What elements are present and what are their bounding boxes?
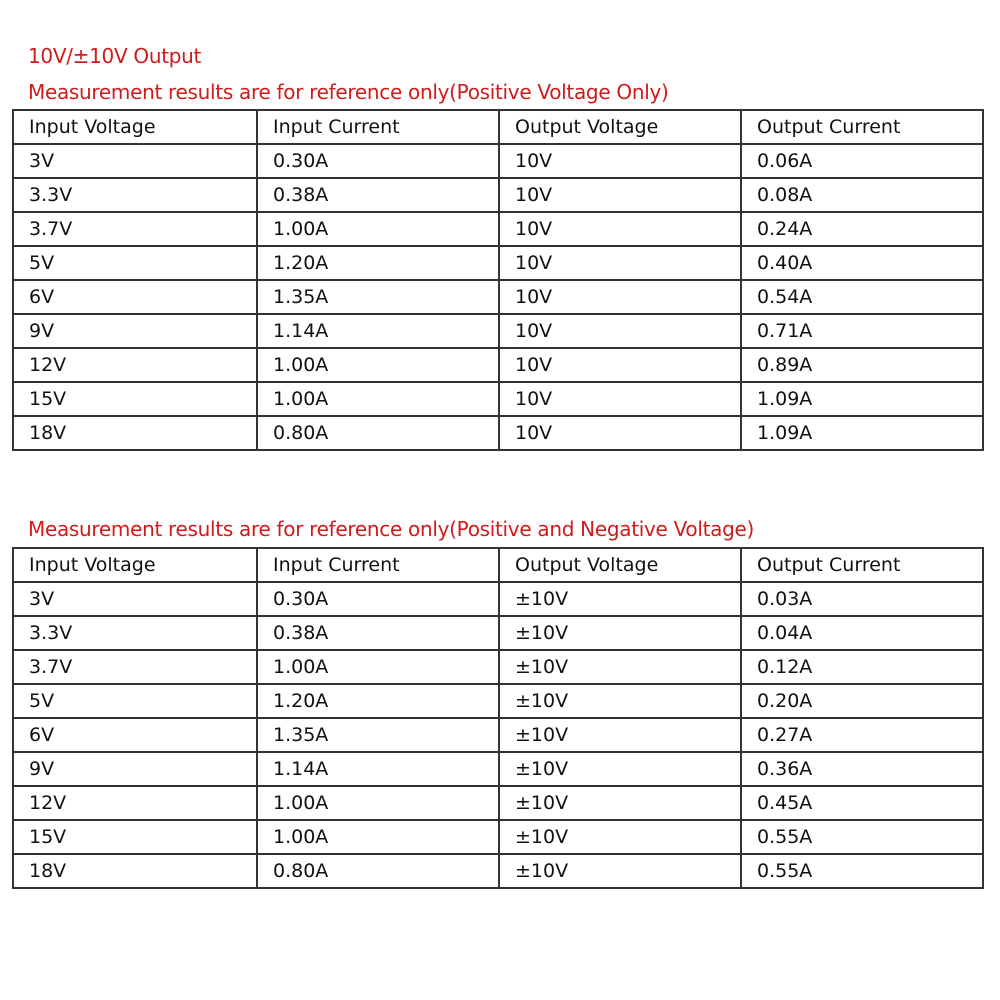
- measurement-table-positive: [12, 109, 984, 451]
- cell-output-voltage: 10V: [499, 416, 741, 450]
- header-output-voltage: Output Voltage: [499, 548, 741, 582]
- cell-input-current: 0.30A: [257, 582, 499, 616]
- cell-output-voltage: ±10V: [499, 820, 741, 854]
- cell-output-current: 0.20A: [741, 684, 983, 718]
- cell-input-current: 1.35A: [257, 280, 499, 314]
- cell-output-current: 0.08A: [741, 178, 983, 212]
- cell-input-current: 0.80A: [257, 854, 499, 888]
- cell-input-current: 1.00A: [257, 650, 499, 684]
- cell-input-current: 1.00A: [257, 820, 499, 854]
- cell-output-voltage: 10V: [499, 178, 741, 212]
- cell-input-voltage: 3.7V: [13, 650, 257, 684]
- cell-input-current: 1.00A: [257, 382, 499, 416]
- cell-input-current: 0.38A: [257, 178, 499, 212]
- table-row: [13, 382, 983, 416]
- table-row: [13, 752, 983, 786]
- cell-input-voltage: 3.7V: [13, 212, 257, 246]
- cell-input-current: 1.20A: [257, 684, 499, 718]
- cell-output-current: 0.55A: [741, 854, 983, 888]
- cell-output-current: 0.55A: [741, 820, 983, 854]
- cell-output-current: 0.06A: [741, 144, 983, 178]
- cell-output-current: 0.04A: [741, 616, 983, 650]
- table-row: [13, 348, 983, 382]
- cell-output-current: 0.27A: [741, 718, 983, 752]
- cell-output-current: 0.12A: [741, 650, 983, 684]
- table-row: [13, 178, 983, 212]
- table-row: [13, 616, 983, 650]
- cell-output-voltage: ±10V: [499, 684, 741, 718]
- cell-output-voltage: 10V: [499, 280, 741, 314]
- cell-input-voltage: 18V: [13, 416, 257, 450]
- cell-input-voltage: 9V: [13, 314, 257, 348]
- table-row: [13, 718, 983, 752]
- measurement-table-bipolar: [12, 547, 984, 889]
- table-row: [13, 212, 983, 246]
- cell-input-current: 0.38A: [257, 616, 499, 650]
- cell-output-voltage: 10V: [499, 314, 741, 348]
- cell-input-current: 1.00A: [257, 212, 499, 246]
- cell-output-voltage: 10V: [499, 212, 741, 246]
- table-row: [13, 854, 983, 888]
- cell-input-voltage: 12V: [13, 786, 257, 820]
- cell-output-current: 1.09A: [741, 382, 983, 416]
- cell-input-current: 1.35A: [257, 718, 499, 752]
- table1-caption: Measurement results are for reference only(Positive Voltage Only): [28, 80, 669, 104]
- table-row: [13, 650, 983, 684]
- table-row: [13, 246, 983, 280]
- header-input-voltage: Input Voltage: [13, 548, 257, 582]
- cell-input-voltage: 12V: [13, 348, 257, 382]
- header-output-current: Output Current: [741, 110, 983, 144]
- table2-caption: Measurement results are for reference only(Positive and Negative Voltage): [28, 517, 755, 541]
- cell-output-current: 0.71A: [741, 314, 983, 348]
- cell-input-voltage: 6V: [13, 718, 257, 752]
- header-input-voltage: Input Voltage: [13, 110, 257, 144]
- cell-input-current: 0.80A: [257, 416, 499, 450]
- cell-output-current: 1.09A: [741, 416, 983, 450]
- table-row: [13, 314, 983, 348]
- table-row: [13, 280, 983, 314]
- cell-output-current: 0.40A: [741, 246, 983, 280]
- cell-input-current: 1.20A: [257, 246, 499, 280]
- cell-input-current: 0.30A: [257, 144, 499, 178]
- cell-input-current: 1.00A: [257, 786, 499, 820]
- cell-input-voltage: 3V: [13, 582, 257, 616]
- cell-input-voltage: 3.3V: [13, 178, 257, 212]
- cell-output-voltage: ±10V: [499, 718, 741, 752]
- header-output-voltage: Output Voltage: [499, 110, 741, 144]
- cell-input-voltage: 5V: [13, 684, 257, 718]
- cell-output-current: 0.24A: [741, 212, 983, 246]
- cell-input-voltage: 18V: [13, 854, 257, 888]
- cell-output-voltage: ±10V: [499, 786, 741, 820]
- table-row: [13, 582, 983, 616]
- table-header-row: [13, 548, 983, 582]
- table-row: [13, 786, 983, 820]
- page-title: 10V/±10V Output: [28, 44, 202, 68]
- cell-output-voltage: ±10V: [499, 582, 741, 616]
- cell-output-voltage: ±10V: [499, 854, 741, 888]
- table-row: [13, 820, 983, 854]
- cell-output-voltage: 10V: [499, 144, 741, 178]
- header-input-current: Input Current: [257, 110, 499, 144]
- cell-input-current: 1.14A: [257, 752, 499, 786]
- cell-input-current: 1.00A: [257, 348, 499, 382]
- cell-output-voltage: ±10V: [499, 616, 741, 650]
- cell-output-current: 0.36A: [741, 752, 983, 786]
- cell-output-current: 0.45A: [741, 786, 983, 820]
- header-input-current: Input Current: [257, 548, 499, 582]
- cell-output-current: 0.03A: [741, 582, 983, 616]
- cell-output-voltage: ±10V: [499, 752, 741, 786]
- cell-output-voltage: 10V: [499, 348, 741, 382]
- header-output-current: Output Current: [741, 548, 983, 582]
- cell-output-voltage: 10V: [499, 246, 741, 280]
- cell-input-voltage: 3.3V: [13, 616, 257, 650]
- cell-input-voltage: 3V: [13, 144, 257, 178]
- table-row: [13, 144, 983, 178]
- cell-input-voltage: 5V: [13, 246, 257, 280]
- table-header-row: [13, 110, 983, 144]
- cell-output-current: 0.89A: [741, 348, 983, 382]
- cell-output-voltage: 10V: [499, 382, 741, 416]
- cell-input-voltage: 6V: [13, 280, 257, 314]
- table-row: [13, 416, 983, 450]
- cell-input-voltage: 15V: [13, 382, 257, 416]
- cell-input-voltage: 9V: [13, 752, 257, 786]
- cell-input-current: 1.14A: [257, 314, 499, 348]
- cell-output-current: 0.54A: [741, 280, 983, 314]
- cell-input-voltage: 15V: [13, 820, 257, 854]
- table-row: [13, 684, 983, 718]
- cell-output-voltage: ±10V: [499, 650, 741, 684]
